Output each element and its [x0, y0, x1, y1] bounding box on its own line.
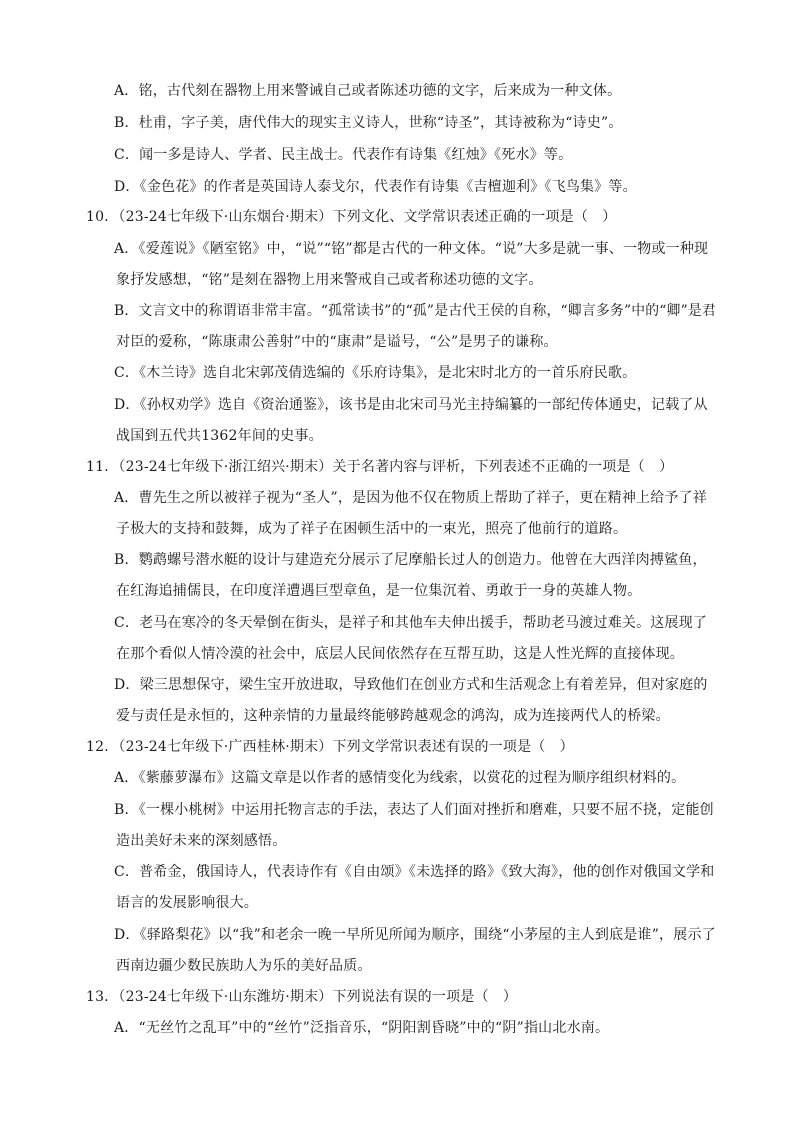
option-line: D．《孙权劝学》选自《资治通鉴》，该书是由北宋司马光主持编纂的一部纪传体通史，记载了从: [114, 397, 708, 413]
option-continuation: 战国到五代共1362年间的史事。: [116, 428, 323, 444]
question-12-stem: 12．（23-24七年级下·广西桂林·期末）下列文学常识表述有误的一项是（ ）: [86, 739, 574, 755]
option-line: B．鹦鹉螺号潜水艇的设计与建造充分展示了尼摩船长过人的创造力。他曾在大西洋肉搏鲨鱼，: [114, 552, 707, 568]
option-line: A．“无丝竹之乱耳”中的“丝竹”泛指音乐，“阴阳割昏晓”中的“阴”指山北水南。: [114, 1020, 610, 1036]
option-continuation: 造出美好未来的深刻感悟。: [116, 833, 287, 849]
option-continuation: 在那个看似人情冷漠的社会中，底层人民间依然存在互帮互助，这是人性光辉的直接体现。: [116, 646, 684, 662]
option-continuation: 西南边疆少数民族助人为乐的美好品质。: [116, 958, 372, 974]
option-line: A．《紫藤萝瀑布》这篇文章是以作者的感情变化为线索，以赏花的过程为顺序组织材料的。: [114, 770, 686, 786]
option-line: A．《爱莲说》《陋室铭》中，“说”“铭”都是古代的一种文体。“说”大多是就一事、一物或一种现: [114, 241, 709, 257]
option-line: C．《木兰诗》选自北宋郭茂倩选编的《乐府诗集》，是北宋时北方的一首乐府民歌。: [114, 365, 637, 381]
option-line: D．梁三思想保守，梁生宝开放进取，导致他们在创业方式和生活观念上有着差异，但对家庭的: [114, 677, 708, 693]
option-continuation: 子极大的支持和鼓舞，成为了祥子在困顿生活中的一束光，照亮了他前行的道路。: [116, 521, 628, 537]
option-line: C．老马在寒冷的冬天晕倒在街头，是祥子和其他车夫伸出援手，帮助老马渡过难关。这展现了: [114, 615, 708, 631]
question-13-stem: 13．（23-24七年级下·山东潍坊·期末）下列说法有误的一项是（ ）: [86, 989, 518, 1005]
option-continuation: 在红海追捕儒艮，在印度洋遭遇巨型章鱼，是一位集沉着、勇敢于一身的英雄人物。: [116, 583, 642, 599]
option-line: A．铭，古代刻在器物上用来警诫自己或者陈述功德的文字，后来成为一种文体。: [114, 83, 622, 99]
question-11-stem: 11．（23-24七年级下·浙江绍兴·期末）关于名著内容与评析，下列表述不正确的一项是（ ）: [86, 459, 674, 475]
option-continuation: 象抒发感想，“铭”是刻在器物上用来警戒自己或者称述功德的文字。: [116, 272, 543, 288]
option-line: B．杜甫，字子美，唐代伟大的现实主义诗人，世称“诗圣”，其诗被称为“诗史”。: [114, 115, 623, 131]
option-continuation: 爱与责任是永恒的，这种亲情的力量最终能够跨越观念的鸿沟，成为连接两代人的桥梁。: [116, 708, 670, 724]
option-line: C．闻一多是诗人、学者、民主战士。代表作有诗集《红烛》《死水》等。: [114, 147, 573, 163]
option-line: B．《一棵小桃树》中运用托物言志的手法，表达了人们面对挫折和磨难，只要不屈不挠，定能创: [114, 802, 714, 818]
option-line: B．文言文中的称谓语非常丰富。“孤常读书”的“孤”是古代王侯的自称，“卿言多务”中的“卿”是君: [114, 303, 716, 319]
option-line: A．曹先生之所以被祥子视为“圣人”，是因为他不仅在物质上帮助了祥子，更在精神上给予了祥: [114, 490, 708, 506]
option-continuation: 对臣的爱称，“陈康肃公善射”中的“康肃”是谥号，“公”是男子的谦称。: [116, 334, 558, 350]
option-line: D．《驿路梨花》以“我”和老余一晚一早所见所闻为顺序，围绕“小茅屋的主人到底是谁”，展示了: [114, 927, 716, 943]
option-line: D．《金色花》的作者是英国诗人泰戈尔，代表作有诗集《吉檀迦利》《飞鸟集》等。: [114, 179, 637, 195]
question-10-stem: 10．（23-24七年级下·山东烟台·期末）下列文化、文学常识表述正确的一项是（ ）: [86, 209, 617, 225]
option-continuation: 语言的发展影响很大。: [116, 895, 258, 911]
option-line: C．普希金，俄国诗人，代表诗作有《自由颂》《未选择的路》《致大海》，他的创作对俄国文学和: [114, 864, 715, 880]
